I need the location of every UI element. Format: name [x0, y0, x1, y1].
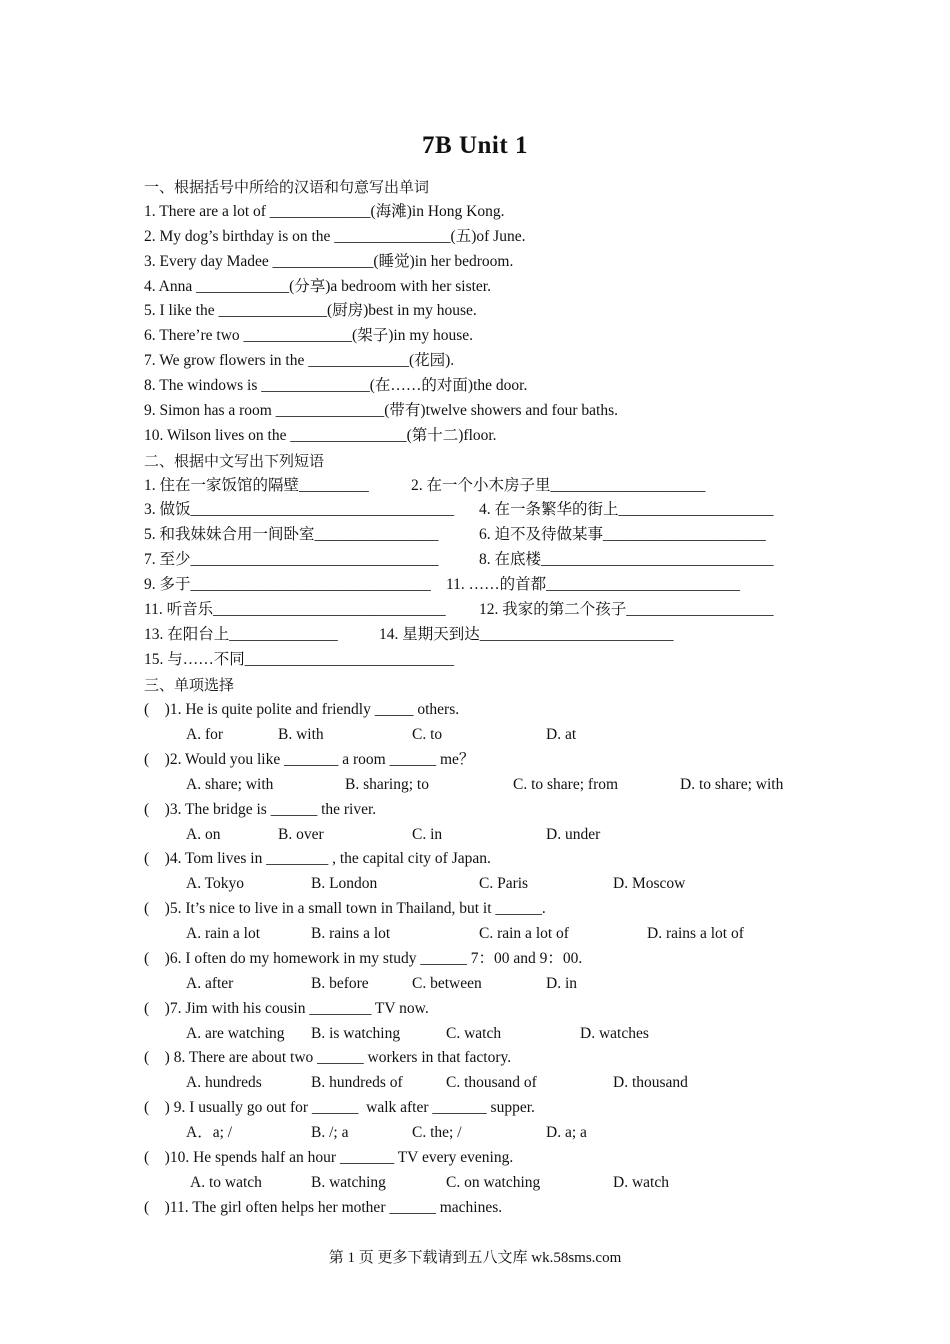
option: C. the; /: [412, 1124, 462, 1141]
fill-in-item: 5. I like the ______________(厨房)best in my house.: [144, 302, 477, 319]
question: ( )10. He spends half an hour _______ TV every evening.: [144, 1149, 514, 1166]
section-1-heading: 一、根据括号中所给的汉语和句意写出单词: [144, 178, 430, 196]
fill-in-item: 3. Every day Madee _____________(睡觉)in her bedroom.: [144, 253, 514, 270]
question: ( )3. The bridge is ______ the river.: [144, 801, 377, 818]
fill-in-item: 10. Wilson lives on the _______________(第十二)floor.: [144, 427, 497, 444]
phrase-item: 12. 我家的第二个孩子___________________: [479, 601, 774, 618]
fill-in-item: 7. We grow flowers in the _____________(花园).: [144, 352, 455, 369]
option: D. thousand: [613, 1074, 688, 1091]
option: C. on watching: [446, 1174, 541, 1191]
option: A. are watching: [186, 1025, 285, 1042]
option: B. before: [311, 975, 369, 992]
option: A. hundreds: [186, 1074, 262, 1091]
option: B. /; a: [311, 1124, 349, 1141]
option: D. watches: [580, 1025, 649, 1042]
phrase-item: 3. 做饭__________________________________: [144, 501, 455, 518]
question: ( )6. I often do my homework in my study ______ 7：00 and 9：00.: [144, 950, 583, 967]
option: B. London: [311, 875, 378, 892]
option: D. a; a: [546, 1124, 587, 1141]
question: ( ) 9. I usually go out for ______ walk after _______ supper.: [144, 1099, 535, 1116]
fill-in-item: 2. My dog’s birthday is on the _______________(五)of June.: [144, 228, 526, 245]
question: ( )2. Would you like _______ a room ______ me？: [144, 751, 475, 768]
option: C. watch: [446, 1025, 502, 1042]
option: A. after: [186, 975, 234, 992]
option: A. rain a lot: [186, 925, 261, 942]
option: D. under: [546, 826, 601, 843]
phrase-item: 11. 听音乐______________________________: [144, 601, 446, 618]
option: C. rain a lot of: [479, 925, 569, 942]
option: B. is watching: [311, 1025, 401, 1042]
option: A. Tokyo: [186, 875, 245, 892]
question: ( )5. It’s nice to live in a small town in Thailand, but it ______.: [144, 900, 546, 917]
question: ( )7. Jim with his cousin ________ TV now.: [144, 1000, 429, 1017]
option: A. on: [186, 826, 221, 843]
fill-in-item: 1. There are a lot of _____________(海滩)in Hong Kong.: [144, 203, 505, 220]
option: B. over: [278, 826, 324, 843]
phrase-item: 9. 多于_______________________________: [144, 576, 431, 593]
option: B. rains a lot: [311, 925, 391, 942]
option: C. Paris: [479, 875, 529, 892]
option: D. Moscow: [613, 875, 686, 892]
option: A. for: [186, 726, 224, 743]
option: C. to: [412, 726, 443, 743]
question: ( )4. Tom lives in ________ , the capital city of Japan.: [144, 850, 491, 867]
phrase-item: 13. 在阳台上______________: [144, 626, 338, 643]
section-2-heading: 二、根据中文写出下列短语: [144, 452, 325, 470]
phrase-item: 11. ……的首都_________________________: [446, 576, 740, 593]
option: C. thousand of: [446, 1074, 537, 1091]
option: D. in: [546, 975, 577, 992]
question: ( )1. He is quite polite and friendly _____ others.: [144, 701, 460, 718]
phrase-item: 14. 星期天到达_________________________: [379, 626, 674, 643]
fill-in-item: 8. The windows is ______________(在……的对面)the door.: [144, 377, 528, 394]
option: A. share; with: [186, 776, 274, 793]
option: B. watching: [311, 1174, 386, 1191]
option: D. to share; with: [680, 776, 784, 793]
phrase-item: 1. 住在一家饭馆的隔壁_________: [144, 477, 369, 494]
phrase-item: 8. 在底楼______________________________: [479, 551, 774, 568]
fill-in-item: 9. Simon has a room ______________(带有)twelve showers and four baths.: [144, 402, 618, 419]
phrase-item: 6. 迫不及待做某事_____________________: [479, 526, 766, 543]
option: C. between: [412, 975, 482, 992]
option: D. watch: [613, 1174, 669, 1191]
page-title: 7B Unit 1: [422, 132, 528, 159]
option: C. to share; from: [513, 776, 619, 793]
question: ( )11. The girl often helps her mother ______ machines.: [144, 1199, 503, 1216]
option: B. with: [278, 726, 324, 743]
option: B. sharing; to: [345, 776, 429, 793]
option: B. hundreds of: [311, 1074, 403, 1091]
phrase-item: 2. 在一个小木房子里____________________: [411, 477, 706, 494]
option: D. at: [546, 726, 577, 743]
phrase-item: 4. 在一条繁华的街上____________________: [479, 501, 774, 518]
phrase-item: 5. 和我妹妹合用一间卧室________________: [144, 526, 439, 543]
phrase-item: 15. 与……不同___________________________: [144, 651, 455, 668]
option: C. in: [412, 826, 443, 843]
section-3-heading: 三、单项选择: [144, 676, 235, 694]
phrase-item: 7. 至少________________________________: [144, 551, 439, 568]
question: ( ) 8. There are about two ______ workers in that factory.: [144, 1049, 512, 1066]
fill-in-item: 4. Anna ____________(分享)a bedroom with her sister.: [144, 278, 491, 295]
fill-in-item: 6. There’re two ______________(架子)in my house.: [144, 327, 474, 344]
option: A．a; /: [186, 1124, 233, 1141]
option: D. rains a lot of: [647, 925, 744, 942]
option: A. to watch: [190, 1174, 262, 1191]
page-footer: 第 1 页 更多下载请到五八文库 wk.58sms.com: [328, 1250, 622, 1266]
